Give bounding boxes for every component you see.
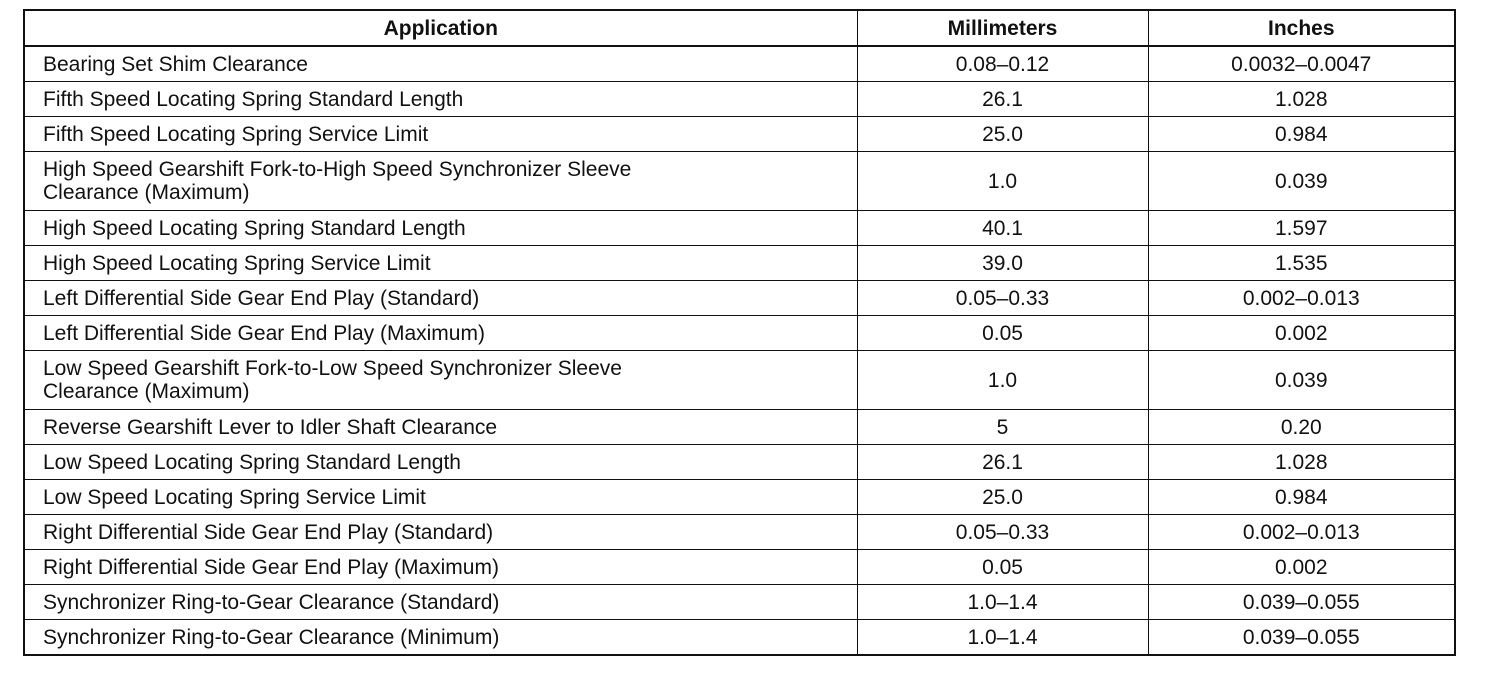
- application-text-line: Clearance (Maximum): [43, 380, 250, 403]
- table-row: [24, 620, 1455, 656]
- millimeters-cell: 40.1: [857, 211, 1148, 246]
- application-cell: [24, 152, 857, 211]
- millimeters-cell: 0.05–0.33: [857, 281, 1148, 316]
- inches-cell: 0.039–0.055: [1148, 620, 1455, 656]
- application-cell: High Speed Locating Spring Service Limit: [24, 246, 857, 281]
- millimeters-cell: 26.1: [857, 445, 1148, 480]
- millimeters-cell: 39.0: [857, 246, 1148, 281]
- inches-cell: 0.039: [1148, 351, 1455, 410]
- millimeters-cell: 25.0: [857, 480, 1148, 515]
- table-row: [24, 246, 1455, 281]
- inches-cell: 0.0032–0.0047: [1148, 46, 1455, 82]
- inches-cell: 0.002: [1148, 316, 1455, 351]
- millimeters-cell: 0.05: [857, 316, 1148, 351]
- column-header-application: Application: [24, 10, 857, 46]
- table-row: [24, 351, 1455, 410]
- application-cell: Bearing Set Shim Clearance: [24, 46, 857, 82]
- application-cell: Left Differential Side Gear End Play (Standard): [24, 281, 857, 316]
- millimeters-cell: 0.05: [857, 550, 1148, 585]
- table-row: [24, 410, 1455, 445]
- application-text-line: Clearance (Maximum): [43, 181, 250, 204]
- inches-cell: 1.028: [1148, 445, 1455, 480]
- millimeters-cell: 1.0–1.4: [857, 585, 1148, 620]
- table-header: [24, 10, 1455, 46]
- inches-cell: 0.039–0.055: [1148, 585, 1455, 620]
- application-cell: Fifth Speed Locating Spring Standard Length: [24, 82, 857, 117]
- millimeters-cell: 25.0: [857, 117, 1148, 152]
- millimeters-cell: 1.0: [857, 152, 1148, 211]
- table-row: [24, 281, 1455, 316]
- table-row: [24, 152, 1455, 211]
- application-cell: Left Differential Side Gear End Play (Maximum): [24, 316, 857, 351]
- millimeters-cell: 0.05–0.33: [857, 515, 1148, 550]
- application-cell: Synchronizer Ring-to-Gear Clearance (Minimum): [24, 620, 857, 656]
- millimeters-cell: 1.0: [857, 351, 1148, 410]
- application-cell: Synchronizer Ring-to-Gear Clearance (Standard): [24, 585, 857, 620]
- table-row: [24, 585, 1455, 620]
- table-row: [24, 316, 1455, 351]
- inches-cell: 0.039: [1148, 152, 1455, 211]
- millimeters-cell: 1.0–1.4: [857, 620, 1148, 656]
- table-row: [24, 46, 1455, 82]
- table-row: [24, 515, 1455, 550]
- application-cell: Right Differential Side Gear End Play (Maximum): [24, 550, 857, 585]
- millimeters-cell: 26.1: [857, 82, 1148, 117]
- application-cell: [24, 351, 857, 410]
- table-row: [24, 82, 1455, 117]
- table-row: [24, 117, 1455, 152]
- column-header-millimeters: Millimeters: [857, 10, 1148, 46]
- millimeters-cell: 0.08–0.12: [857, 46, 1148, 82]
- application-cell: Fifth Speed Locating Spring Service Limit: [24, 117, 857, 152]
- inches-cell: 0.984: [1148, 117, 1455, 152]
- application-cell: Right Differential Side Gear End Play (Standard): [24, 515, 857, 550]
- application-text-line: Low Speed Gearshift Fork-to-Low Speed Synchronizer Sleeve: [43, 357, 622, 380]
- inches-cell: 0.984: [1148, 480, 1455, 515]
- table-row: [24, 211, 1455, 246]
- inches-cell: 0.002: [1148, 550, 1455, 585]
- header-row: [24, 10, 1455, 46]
- application-cell: Reverse Gearshift Lever to Idler Shaft Clearance: [24, 410, 857, 445]
- table-row: [24, 445, 1455, 480]
- specifications-table: [23, 9, 1456, 656]
- inches-cell: 1.597: [1148, 211, 1455, 246]
- inches-cell: 0.20: [1148, 410, 1455, 445]
- column-header-inches: Inches: [1148, 10, 1455, 46]
- inches-cell: 1.028: [1148, 82, 1455, 117]
- table-row: [24, 480, 1455, 515]
- inches-cell: 1.535: [1148, 246, 1455, 281]
- table-body: [24, 46, 1455, 655]
- inches-cell: 0.002–0.013: [1148, 281, 1455, 316]
- table-row: [24, 550, 1455, 585]
- application-cell: High Speed Locating Spring Standard Length: [24, 211, 857, 246]
- application-text-line: High Speed Gearshift Fork-to-High Speed Synchronizer Sleeve: [43, 158, 632, 181]
- millimeters-cell: 5: [857, 410, 1148, 445]
- application-cell: Low Speed Locating Spring Service Limit: [24, 480, 857, 515]
- application-cell: Low Speed Locating Spring Standard Length: [24, 445, 857, 480]
- inches-cell: 0.002–0.013: [1148, 515, 1455, 550]
